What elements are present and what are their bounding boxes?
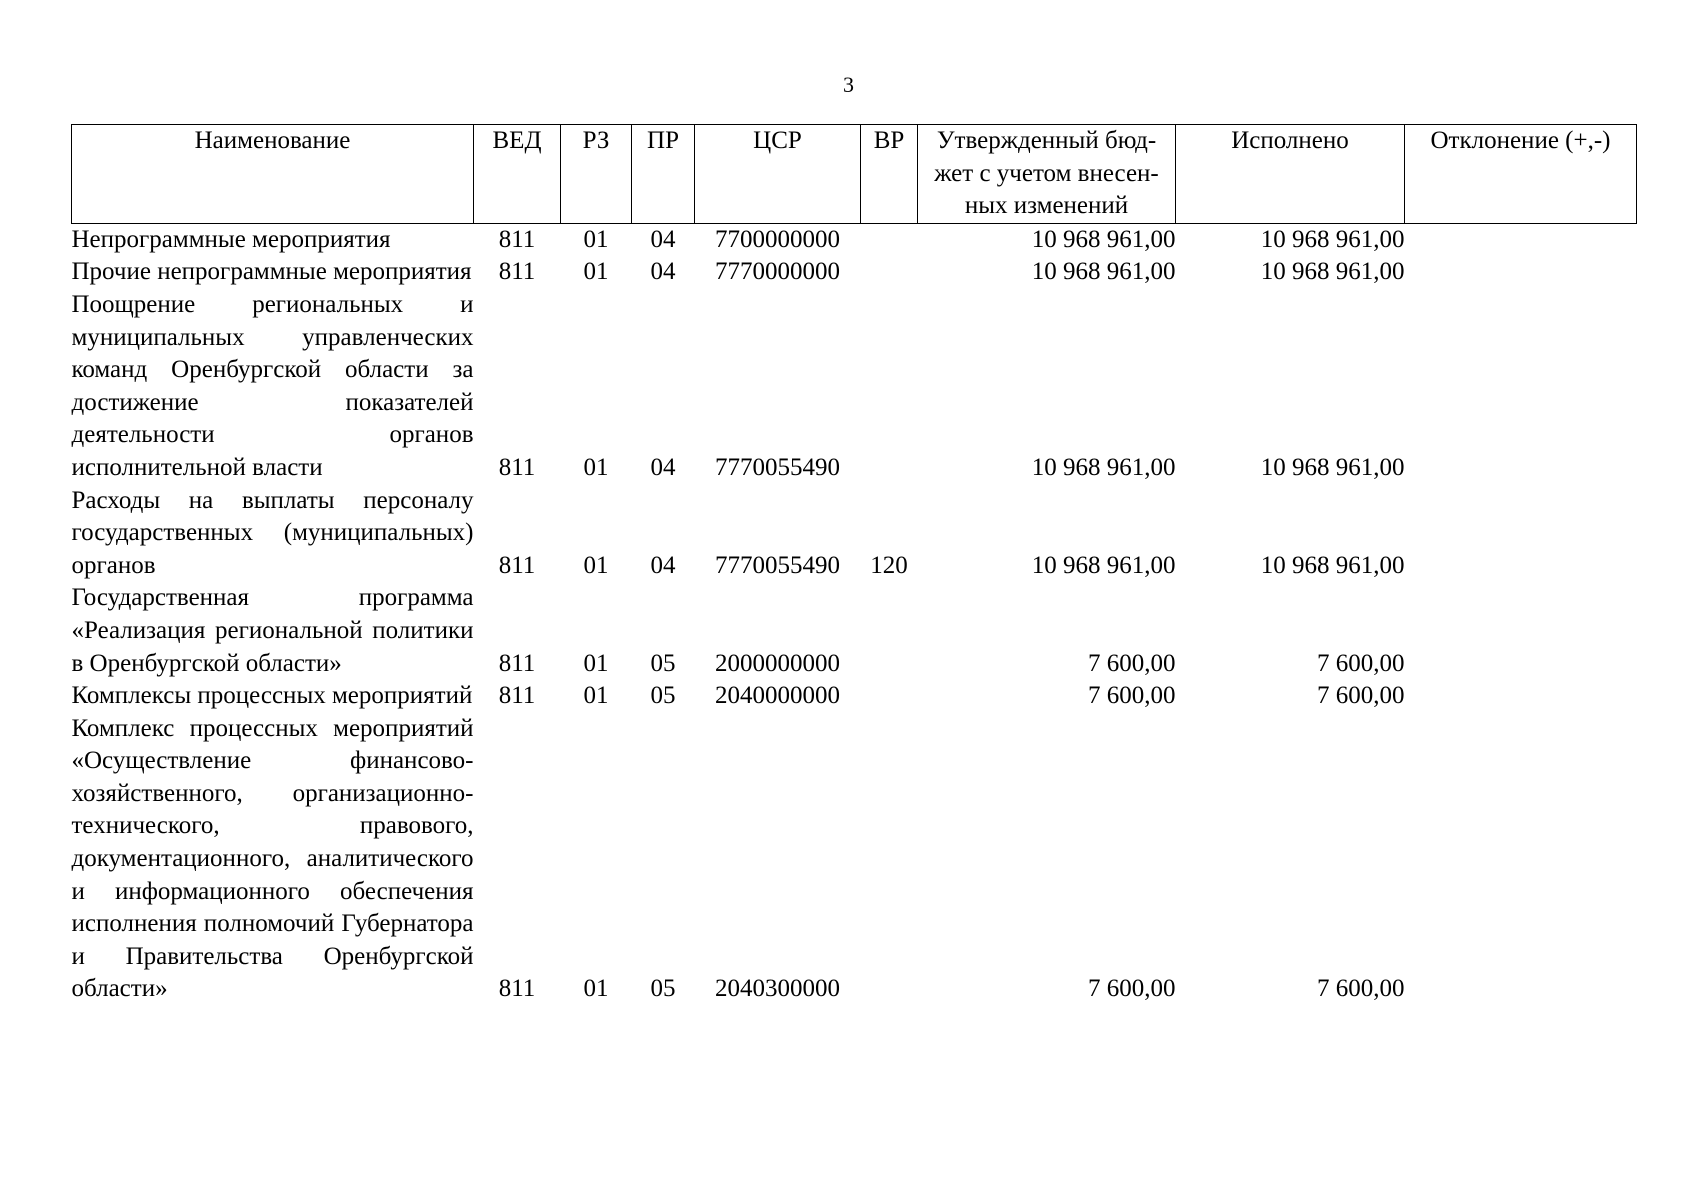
- row-executed: 10 968 961,00: [1260, 225, 1405, 253]
- row-name: Комплекс процессных мероприятий «Осуществление финансово-хозяйственного, организационно-технического, правового, документационного, аналитического и информационного обеспечения исполнения полномочий Губернатора и Правительства Оренбургской области»: [71, 714, 474, 1003]
- row-approved-budget: 7 600,00: [1088, 975, 1176, 1003]
- header-executed: Исполнено: [1176, 125, 1405, 224]
- row-name: Государственная программа «Реализация региональной политики в Оренбургской области»: [71, 584, 474, 677]
- row-deviation: [1405, 582, 1637, 680]
- row-vr: [861, 223, 918, 256]
- row-vr: 120: [870, 551, 908, 579]
- row-csr: 2040000000: [715, 682, 840, 710]
- header-csr: ЦСР: [695, 125, 861, 224]
- header-rz: РЗ: [561, 125, 632, 224]
- row-vr: [861, 256, 918, 289]
- row-ved: 811: [498, 649, 536, 677]
- row-name: Поощрение региональных и муниципальных управленческих команд Оренбургской области за достижение показателей деятельности органов исполнительной власти: [71, 290, 474, 481]
- row-vr: [861, 680, 918, 713]
- header-pr: ПР: [632, 125, 695, 224]
- row-name: Прочие непрограммные мероприятия: [71, 258, 472, 286]
- row-rz: 01: [583, 258, 609, 286]
- row-deviation: [1405, 223, 1637, 256]
- row-vr: [861, 582, 918, 680]
- row-executed: 10 968 961,00: [1260, 453, 1405, 481]
- row-deviation: [1405, 713, 1637, 1006]
- row-csr: 2000000000: [715, 649, 840, 677]
- row-executed: 7 600,00: [1317, 975, 1405, 1003]
- row-ved: 811: [498, 258, 536, 286]
- row-approved-budget: 7 600,00: [1088, 649, 1176, 677]
- row-vr: [861, 289, 918, 485]
- row-deviation: [1405, 485, 1637, 583]
- row-executed: 7 600,00: [1317, 649, 1405, 677]
- row-csr: 2040300000: [715, 975, 840, 1003]
- row-rz: 01: [583, 453, 609, 481]
- row-ved: 811: [498, 682, 536, 710]
- row-executed: 10 968 961,00: [1260, 258, 1405, 286]
- row-csr: 7770055490: [715, 551, 840, 579]
- row-deviation: [1405, 680, 1637, 713]
- table-row: [72, 680, 1637, 713]
- row-rz: 01: [583, 682, 609, 710]
- table-row: [72, 713, 1637, 1006]
- row-pr: 05: [650, 975, 676, 1003]
- row-pr: 05: [650, 682, 676, 710]
- row-csr: 7700000000: [715, 225, 840, 253]
- table-header-row: [72, 125, 1637, 224]
- row-approved-budget: 10 968 961,00: [1031, 453, 1176, 481]
- row-name: Расходы на выплаты персоналу государственных (муниципальных) органов: [71, 486, 474, 579]
- row-pr: 04: [650, 551, 676, 579]
- table-body: [72, 223, 1637, 1006]
- row-executed: 7 600,00: [1317, 682, 1405, 710]
- row-pr: 05: [650, 649, 676, 677]
- header-approved-budget: Утвержденный бюд-жет с учетом внесен-ных изменений: [918, 125, 1176, 224]
- row-name: Комплексы процессных мероприятий: [71, 682, 473, 710]
- row-deviation: [1405, 256, 1637, 289]
- row-pr: 04: [650, 225, 676, 253]
- header-vr: ВР: [861, 125, 918, 224]
- row-rz: 01: [583, 649, 609, 677]
- row-csr: 7770055490: [715, 453, 840, 481]
- table-row: [72, 485, 1637, 583]
- header-name: Наименование: [72, 125, 474, 224]
- row-rz: 01: [583, 225, 609, 253]
- table-row: [72, 582, 1637, 680]
- row-vr: [861, 713, 918, 1006]
- row-approved-budget: 10 968 961,00: [1031, 225, 1176, 253]
- page-number: 3: [843, 72, 854, 97]
- row-approved-budget: 10 968 961,00: [1031, 258, 1176, 286]
- row-rz: 01: [583, 551, 609, 579]
- row-pr: 04: [650, 453, 676, 481]
- budget-execution-table: [71, 124, 1637, 1006]
- row-approved-budget: 7 600,00: [1088, 682, 1176, 710]
- row-ved: 811: [498, 551, 536, 579]
- row-rz: 01: [583, 975, 609, 1003]
- header-ved: ВЕД: [474, 125, 561, 224]
- row-pr: 04: [650, 258, 676, 286]
- table-row: [72, 289, 1637, 485]
- table-row: [72, 256, 1637, 289]
- row-approved-budget: 10 968 961,00: [1031, 551, 1176, 579]
- row-deviation: [1405, 289, 1637, 485]
- table-row: [72, 223, 1637, 256]
- row-ved: 811: [498, 453, 536, 481]
- row-ved: 811: [498, 225, 536, 253]
- row-name: Непрограммные мероприятия: [71, 225, 391, 253]
- row-ved: 811: [498, 975, 536, 1003]
- row-executed: 10 968 961,00: [1260, 551, 1405, 579]
- row-csr: 7770000000: [715, 258, 840, 286]
- header-deviation: Отклонение (+,-): [1405, 125, 1637, 224]
